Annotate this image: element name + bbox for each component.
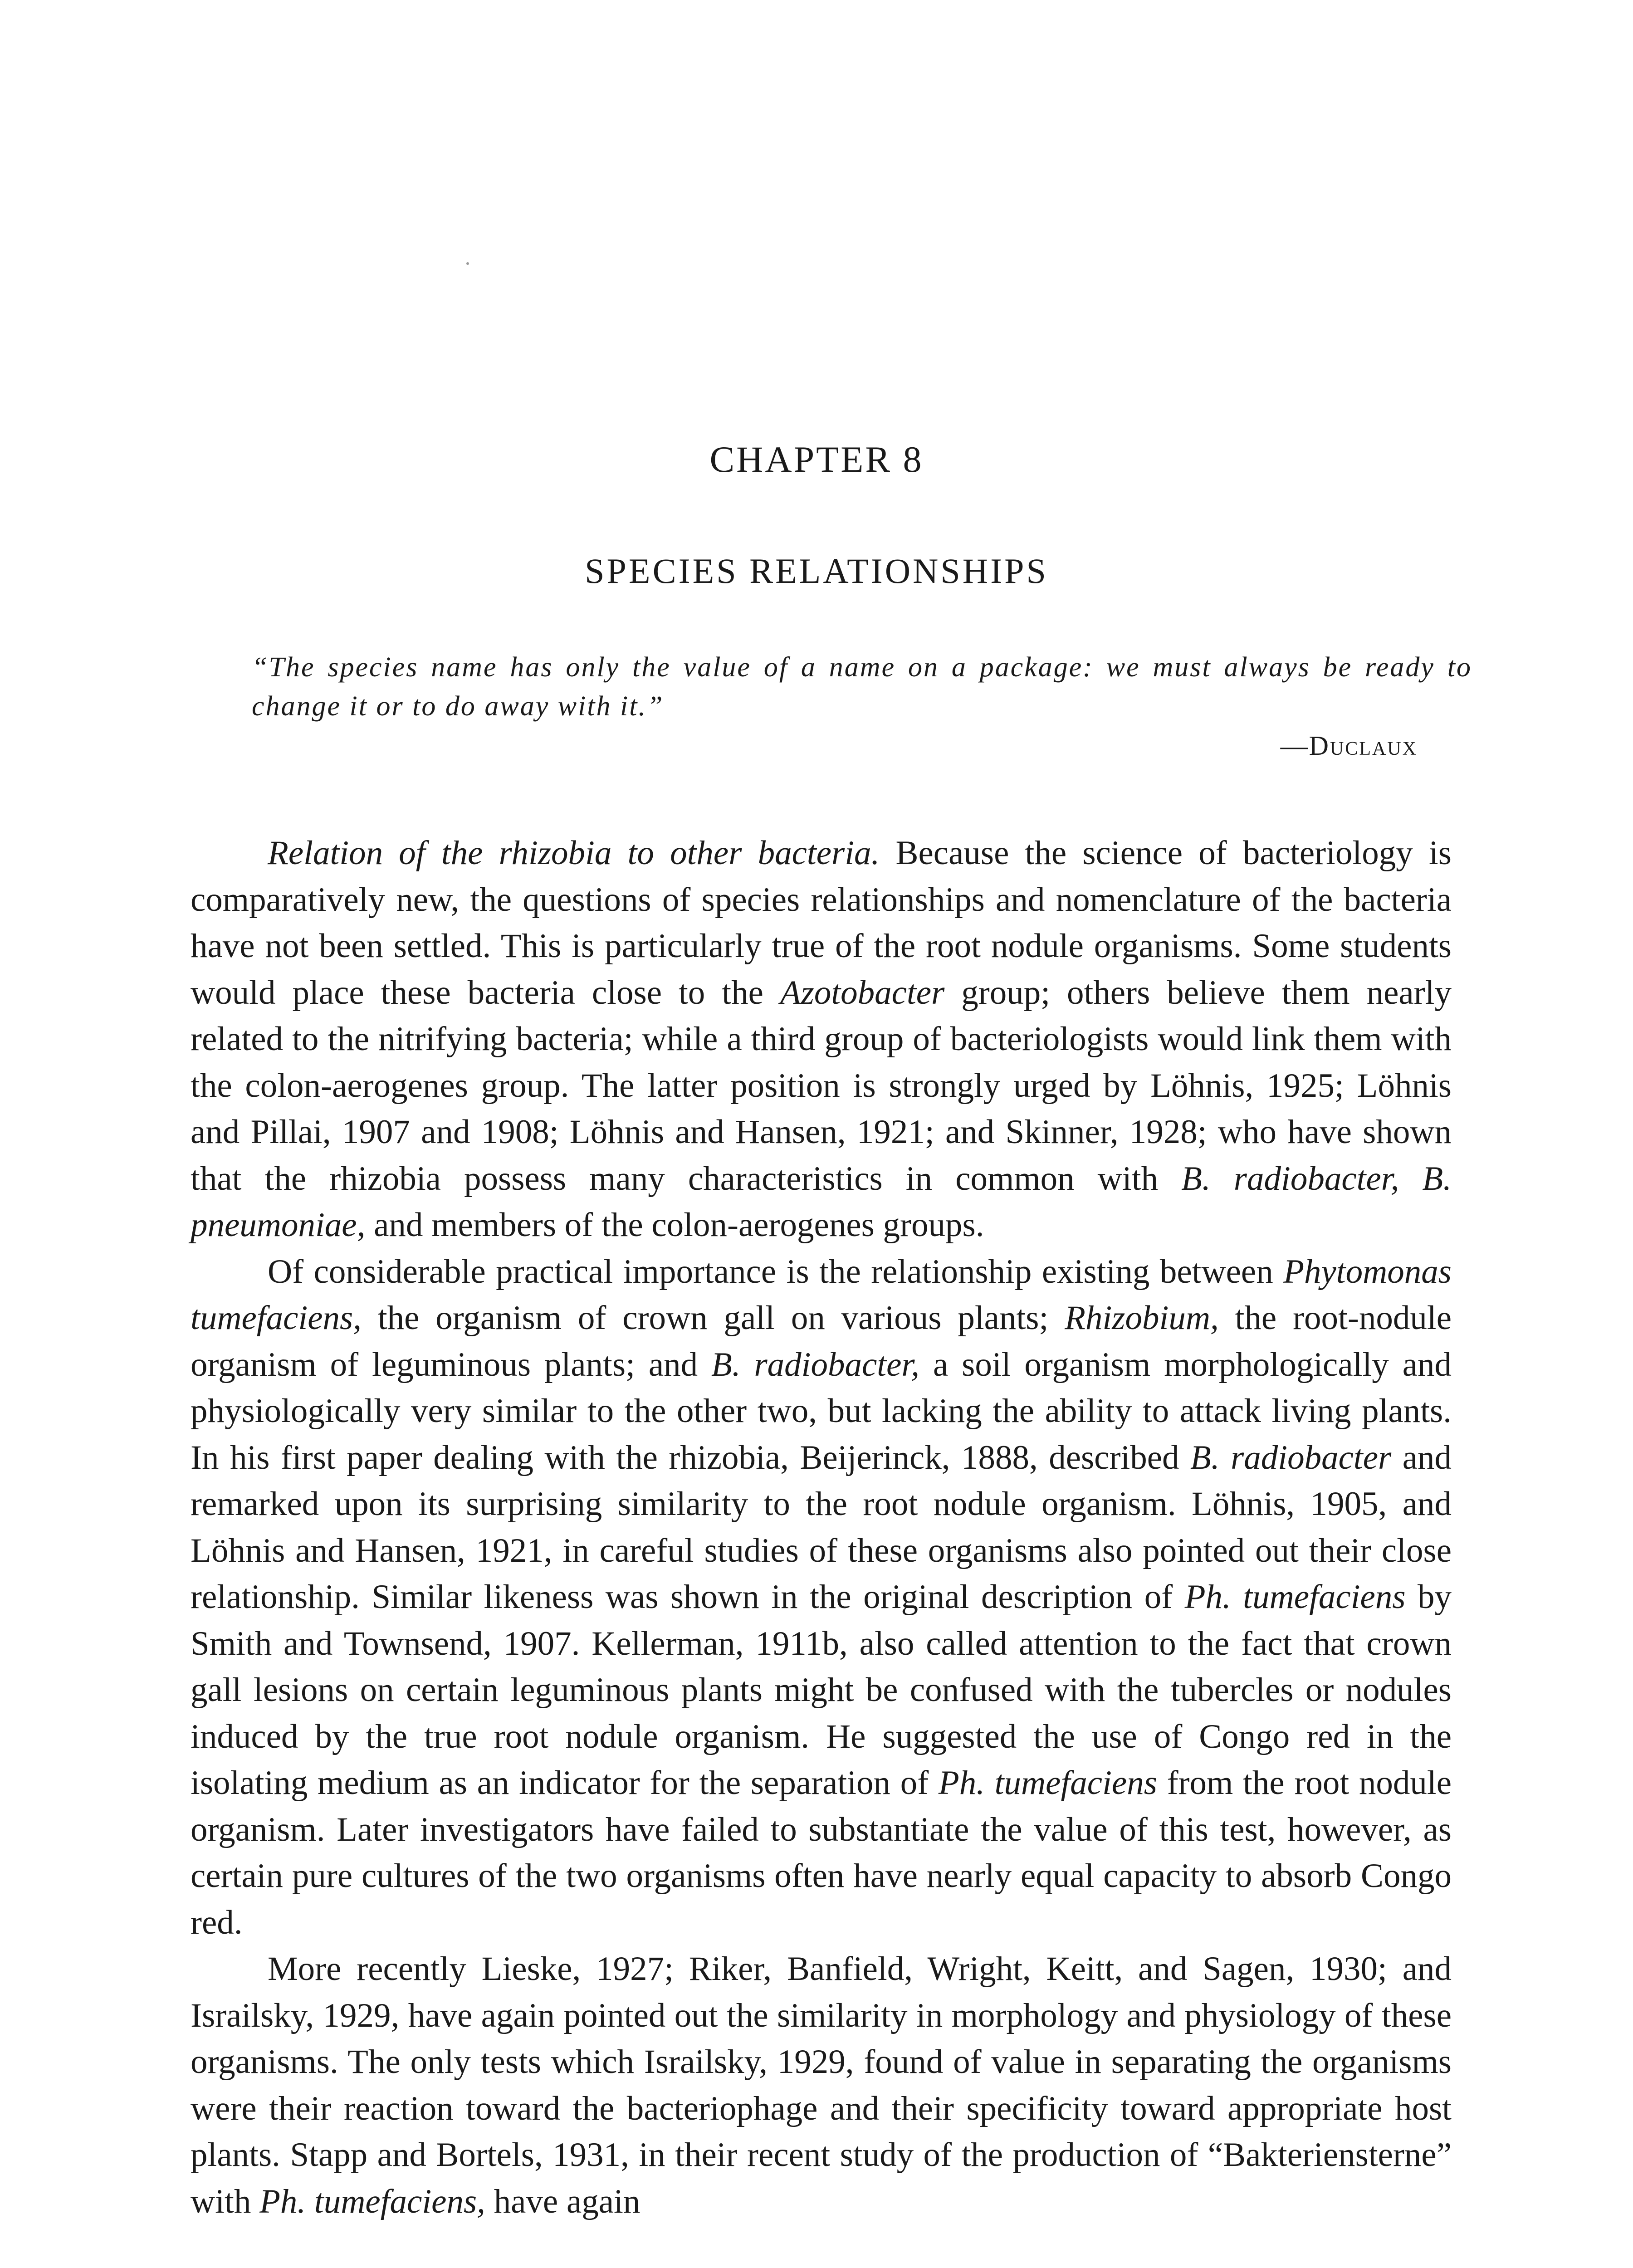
taxon-name: Rhizobium, <box>1065 1299 1219 1337</box>
text-run: the root-nodule organism of leguminous plants; and <box>191 1299 1452 1383</box>
text-run: and members of the colon-aerogenes groups. <box>365 1206 984 1244</box>
taxon-name: Azotobacter <box>780 973 945 1012</box>
taxon-name: B. radiobacter, B. pneumoniae, <box>191 1159 1452 1244</box>
text-run: from the root nodule organism. Later investigators have failed to substantiate the value of this test, however, as certain pure cultures of the two organisms often have nearly equal capacity to absorb Congo red. <box>191 1764 1452 1941</box>
text-run: the organism of crown gall on various plants; <box>361 1299 1065 1337</box>
chapter-number: CHAPTER 8 <box>709 439 924 480</box>
taxon-name: B. radiobacter, <box>711 1345 920 1383</box>
text-run: a soil organism morphologically and physiologically very similar to the other two, but lacking the ability to attack living plants. In his first paper dealing with the rhizobia, Beijerinck, 1888, described <box>191 1345 1452 1476</box>
text-run: and remarked upon its surprising similarity to the root nodule organism. Löhnis, 1905, and Löhnis and Hansen, 1921, in careful studies of these organisms also pointed out their close relationship. Similar likeness was shown in the original description of <box>191 1438 1452 1616</box>
section-run-in-heading: Relation of the rhizobia to other bacteria. <box>268 834 880 872</box>
text-run: Of considerable practical importance is the relationship existing between <box>268 1252 1284 1290</box>
scan-speck-top <box>466 262 469 265</box>
taxon-name: Ph. tumefaciens <box>938 1764 1157 1802</box>
taxon-name: Ph. tumefaciens <box>1184 1578 1406 1616</box>
paragraph-2 <box>191 1249 1452 1946</box>
text-run: Because the science of bacteriology is comparatively new, the questions of species relationships and nomenclature of the bacteria have not been settled. This is particularly true of the root nodule organisms. Some students would place these bacteria close to the <box>191 834 1452 1012</box>
epigraph-attribution: —Duclaux <box>1280 731 1418 761</box>
paragraph-3 <box>191 1946 1452 2225</box>
paragraph-1 <box>191 830 1452 1249</box>
chapter-title: SPECIES RELATIONSHIPS <box>585 551 1048 591</box>
taxon-name: B. radiobacter <box>1190 1438 1392 1476</box>
taxon-name: Ph. tumefaciens, <box>259 2182 485 2220</box>
body-text <box>191 830 1452 2225</box>
text-run: have again <box>485 2182 640 2220</box>
epigraph-quote: “The species name has only the value of a name on a package: we must always be ready to change it or to do away with it.” <box>252 652 1472 722</box>
text-run: More recently Lieske, 1927; Riker, Banfield, Wright, Keitt, and Sagen, 1930; and Israilsky, 1929, have again pointed out the similarity in morphology and physiology of these organisms. The only tests which Israilsky, 1929, found of value in separating the organisms were their reaction toward the bacteriophage and their specificity toward appropriate host plants. Stapp and Bortels, 1931, in their recent study of the production of “Bakteriensterne” with <box>191 1950 1452 2220</box>
text-run: by Smith and Townsend, 1907. Kellerman, 1911b, also called attention to the fact that crown gall lesions on certain leguminous plants might be confused with the tubercles or nodules induced by the true root nodule organism. He suggested the use of Congo red in the isolating medium as an indicator for the separation of <box>191 1578 1452 1802</box>
taxon-name: Phytomonas tumefaciens, <box>191 1252 1452 1337</box>
text-run: group; others believe them nearly related to the nitrifying bacteria; while a third group of bacteriologists would link them with the colon-aerogenes group. The latter position is strongly urged by Löhnis, 1925; Löhnis and Pillai, 1907 and 1908; Löhnis and Hansen, 1921; and Skinner, 1928; who have shown that the rhizobia possess many characteristics in common with <box>191 973 1452 1198</box>
